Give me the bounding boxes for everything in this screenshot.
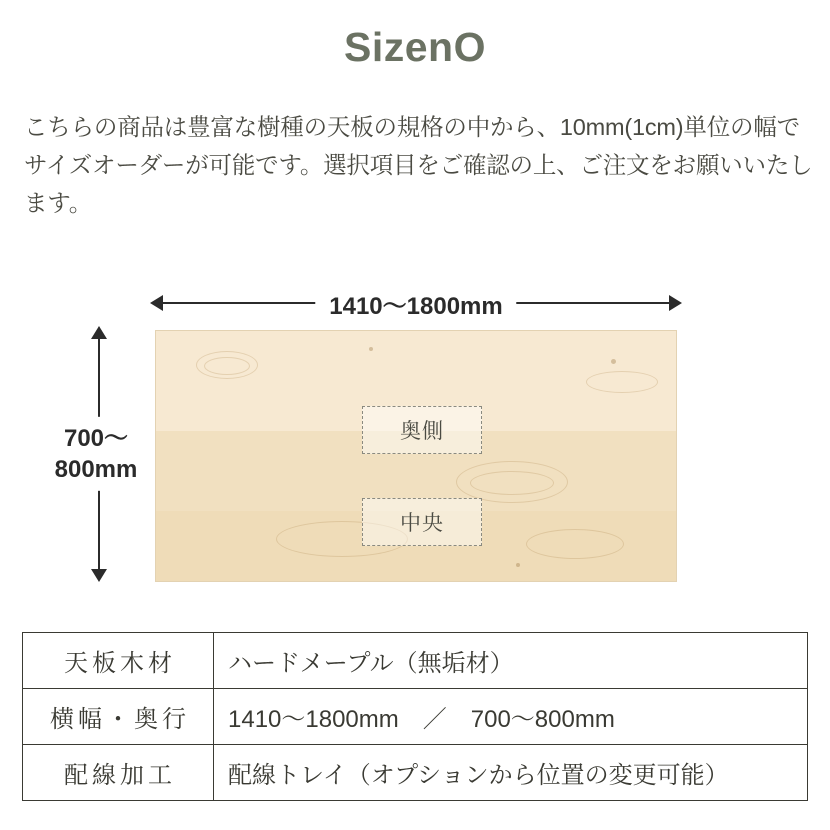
lead-paragraph: こちらの商品は豊富な樹種の天板の規格の中から、10mm(1cm)単位の幅でサイズオーダーが可能です。選択項目をご確認の上、ご注文をお願いいたします。 [24, 114, 813, 217]
callout-center-label: 中央 [400, 512, 444, 535]
callout-back [362, 406, 482, 454]
spec-table [22, 632, 808, 801]
spec-key-wiring: 配線加工 [23, 745, 214, 801]
spec-value-dimensions: 1410〜1800mm ／ 700〜800mm [214, 689, 808, 745]
depth-label-line1: 700〜 [63, 424, 129, 452]
depth-dimension-label [34, 417, 158, 491]
wood-knot-mark [516, 563, 520, 567]
wood-grain-mark [456, 461, 568, 503]
table-row [23, 689, 808, 745]
width-dimension-label: 1410〜1800mm [315, 286, 516, 321]
wood-grain-mark [196, 351, 258, 379]
table-row [23, 745, 808, 801]
size-diagram [0, 262, 830, 622]
arrow-right-icon [669, 295, 682, 311]
spec-value-material: ハードメープル（無垢材） [214, 633, 808, 689]
table-row [23, 633, 808, 689]
tabletop-illustration [155, 330, 677, 582]
wood-grain-mark [470, 471, 554, 495]
arrow-down-icon [91, 569, 107, 582]
depth-label-line2: 800mm [54, 456, 138, 483]
wood-grain-mark [526, 529, 624, 559]
callout-back-label: 奥側 [400, 420, 444, 443]
spec-value-wiring: 配線トレイ（オプションから位置の変更可能） [214, 745, 808, 801]
spec-key-material: 天板木材 [23, 633, 214, 689]
wood-knot-mark [611, 359, 616, 364]
width-dimension [150, 290, 682, 320]
wood-grain-mark [586, 371, 658, 393]
wood-knot-mark [369, 347, 373, 351]
callout-center [362, 498, 482, 546]
page-title: SizenO [344, 24, 486, 70]
depth-dimension [54, 326, 138, 582]
spec-key-dimensions: 横幅・奥行 [23, 689, 214, 745]
wood-grain-mark [204, 357, 250, 375]
